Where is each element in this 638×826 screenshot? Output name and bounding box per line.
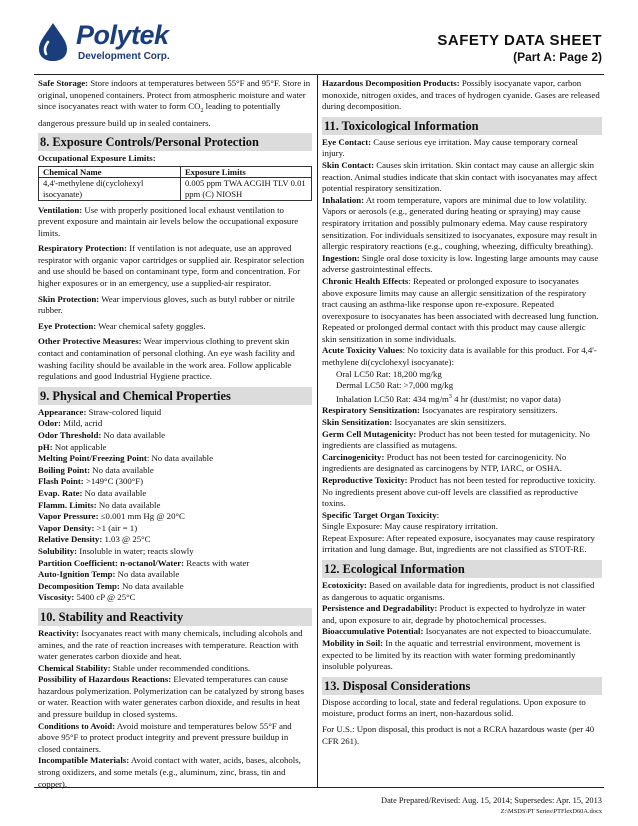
list-item — [38, 581, 312, 593]
list-item — [38, 511, 312, 523]
properties-list — [38, 407, 312, 604]
item-label: Germ Cell Mutagenicity: — [322, 428, 417, 439]
table-cell-chemical: 4,4'-methylene di(cyclohexyl isocyanate) — [39, 178, 181, 200]
page-footer — [381, 795, 602, 817]
file-path: Z:\MSDS\PT Series\PTFlexD60A.docx — [500, 808, 602, 815]
tox-inhalation — [322, 392, 602, 406]
list-item — [38, 418, 312, 430]
item-label: Eye Protection: — [38, 320, 97, 331]
skin-contact — [322, 160, 602, 195]
safe-storage-text: Store indoors at temperatures between 55°F and 95°F. Store in original, unopened containers. Protect from atmospheric moisture and water since isocyanates react with water to form CO — [38, 78, 311, 112]
column-header-chemical: Chemical Name — [39, 166, 181, 178]
eye-protection — [38, 321, 312, 333]
tox-inhalation-text: Inhalation LC50 Rat: 434 mg/m — [336, 393, 449, 404]
item-text: Based on available data for ingredients, product is not classified as dangerous to aquatic organisms. — [322, 580, 595, 602]
item-label: Boiling Point: — [38, 464, 91, 475]
list-item — [38, 488, 312, 500]
item-text: Insoluble in water; reacts slowly — [77, 545, 194, 556]
item-label: Auto-Ignition Temp: — [38, 569, 116, 580]
item-label: Persistence and Degradability: — [322, 603, 438, 614]
item-text: : Repeated or prolonged exposure to isocyanates above exposure limits may cause an allergic sensitization of the respiratory tract causing an asthma-like response upon re-exposure. Repeated overexposure to isocyanates has been associated with decreased lung function. Repeated or prolonged dermal contact with this product may cause allergic skin sensitization in some individuals. — [322, 275, 599, 344]
item-label: Conditions to Avoid: — [38, 720, 116, 731]
item-text: If ventilation is not adequate, use an approved respirator with organic vapor cartridges or supplied air. Respirator selection and use should be based on contaminant type, form and concentration. For higher exposures or in an emergency, use a supplied-air respirator. — [38, 243, 305, 289]
stot-repeat: Repeat Exposure: After repeated exposure, isocyanates may cause respiratory irritation and lung damage. But, ingredients are not classified as STOT-RE. — [322, 532, 595, 555]
list-item — [38, 546, 312, 558]
reproductive-toxicity — [322, 475, 602, 510]
list-item — [38, 430, 312, 442]
item-label: Ecotoxicity: — [322, 580, 367, 591]
item-label: Ventilation: — [38, 204, 83, 215]
item-text: Product is expected to hydrolyze in water and, upon exposure to air, degrade by photochemical processes. — [322, 603, 586, 625]
list-item — [38, 558, 312, 570]
item-text: Wear impervious gloves, such as butyl rubber or nitrile rubber. — [38, 293, 295, 316]
document-part: (Part A: Page 2) — [513, 50, 602, 64]
item-text: Avoid contact with water, acids, bases, alcohols, strong oxidizers, and some metals (e.g., aluminum, zinc, brass, tin and copper). — [38, 755, 301, 789]
item-text: Stable under recommended conditions. — [110, 662, 251, 673]
item-text: Straw-colored liquid — [86, 406, 162, 417]
item-text: 1.03 @ 25°C — [102, 534, 151, 545]
safe-storage — [38, 78, 312, 129]
disposal-paragraph-2: For U.S.: Upon disposal, this product is not a RCRA hazardous waste (per 40 CFR 261). — [322, 724, 595, 746]
item-label: Flamm. Limits: — [38, 499, 97, 510]
page-header — [36, 20, 606, 72]
item-label: Appearance: — [38, 406, 87, 417]
item-label: Inhalation: — [322, 194, 365, 205]
item-text: Causes skin irritation. Skin contact may cause an allergic skin reaction. Animal studies indicate that skin contact with isocyanates may affect potential respiratory sensitization. — [322, 159, 598, 194]
safe-storage-tail: leading to potentially dangerous pressure build up in sealed containers. — [38, 101, 281, 128]
safe-storage-label: Safe Storage: — [38, 78, 89, 88]
item-text: In the aquatic and terrestrial environment, movement is expected to be limited by its reaction with water forming predominantly insoluble polyureas. — [322, 638, 581, 672]
item-text: Isocyanates react with many chemicals, including alcohols and amines, and the rate of reaction increases with temperature. Reaction with water generates carbon dioxide and heat. — [38, 627, 303, 662]
logo-subtitle: Development Corp. — [78, 51, 170, 62]
item-label: Melting Point/Freezing Point — [38, 453, 147, 464]
item-label: Hazardous Decomposition Products: — [322, 78, 460, 88]
item-label: Reactivity: — [38, 627, 80, 638]
section-12-heading: 12. Ecological Information — [322, 560, 602, 578]
item-label: Vapor Density: — [38, 522, 95, 533]
item-label: Incompatible Materials: — [38, 755, 130, 766]
item-label: Specific Target Organ Toxicity — [322, 509, 437, 520]
column-header-limits: Exposure Limits — [180, 166, 311, 178]
hazardous-decomposition — [322, 78, 602, 113]
item-text: Not applicable — [52, 441, 107, 452]
inhalation — [322, 195, 602, 253]
co2-subscript: 2 — [200, 107, 204, 114]
item-text: Isocyanates are not expected to bioaccumulate. — [423, 626, 592, 637]
item-text: Use with properly positioned local exhaust ventilation to prevent exposure and maintain air levels below the occupational exposure limits. — [38, 204, 299, 238]
item-text: No data available — [90, 464, 154, 475]
item-label: Eye Contact: — [322, 136, 372, 147]
item-label: Reproductive Toxicity: — [322, 474, 408, 485]
list-item — [38, 407, 312, 419]
germ-cell-mutagenicity — [322, 429, 602, 452]
bioaccumulative-potential — [322, 626, 602, 638]
stot-single: Single Exposure: May cause respiratory irritation. — [322, 521, 498, 532]
conditions-to-avoid — [38, 721, 312, 756]
respiratory-protection — [38, 243, 312, 289]
section-13-heading: 13. Disposal Considerations — [322, 677, 602, 695]
item-label: Vapor Pressure: — [38, 511, 99, 522]
item-text: Wear chemical safety goggles. — [96, 320, 206, 331]
logo-wordmark: Polytek — [76, 20, 169, 50]
item-label: Viscosity: — [38, 592, 75, 603]
acute-toxicity-values — [322, 345, 602, 368]
reactivity — [38, 628, 312, 663]
item-text: No data available — [96, 499, 161, 510]
list-item — [38, 453, 312, 465]
item-text: 5400 cP @ 25°C — [74, 592, 136, 603]
section-8-heading: 8. Exposure Controls/Personal Protection — [38, 133, 312, 151]
list-item — [38, 465, 312, 477]
carcinogenicity — [322, 452, 602, 475]
item-text: >1 (air = 1) — [94, 522, 138, 533]
item-text: : No data available — [146, 453, 214, 464]
skin-protection — [38, 294, 312, 317]
item-text: Reacts with water — [184, 557, 250, 568]
item-text: No data available — [82, 487, 147, 498]
item-label: Respiratory Protection: — [38, 243, 127, 254]
item-label: Evap. Rate: — [38, 487, 83, 498]
item-label: Other Protective Measures: — [38, 336, 142, 347]
tox-dermal: Dermal LC50 Rat: >7,000 mg/kg — [336, 380, 454, 391]
list-item — [38, 500, 312, 512]
item-text: No data available — [115, 569, 180, 580]
section-9-heading: 9. Physical and Chemical Properties — [38, 387, 312, 405]
item-text: No data available — [119, 580, 184, 591]
chronic-health-effects — [322, 276, 602, 346]
item-text: Product has not been tested for carcinogenicity. No ingredients are designated as carcinogens by NTP, IARC, or OSHA. — [322, 451, 567, 474]
item-label: Partition Coefficient: n-octanol/Water: — [38, 557, 185, 568]
incompatible-materials — [38, 755, 312, 790]
left-column — [38, 78, 312, 790]
list-item — [38, 569, 312, 581]
droplet-logo-icon — [36, 22, 70, 62]
eye-contact — [322, 137, 602, 160]
column-divider — [317, 74, 318, 788]
item-label: Relative Density: — [38, 534, 103, 545]
respiratory-sensitization — [322, 405, 602, 417]
item-text: Single oral dose toxicity is low. Ingesting large amounts may cause adverse gastrointestinal effects. — [322, 252, 599, 275]
item-text: Isocyanates are respiratory sensitizers. — [419, 405, 558, 416]
right-column — [322, 78, 602, 751]
item-text: Isocyanates are skin sensitizers. — [392, 416, 507, 427]
list-item — [38, 476, 312, 488]
exposure-limits-table — [38, 166, 312, 201]
item-colon: : — [436, 509, 440, 520]
ecotoxicity — [322, 580, 602, 603]
item-label: Decomposition Temp: — [38, 580, 120, 591]
item-text: : No toxicity data is available for this product. For 4,4'-methylene di(cyclohexyl isocyanate): — [322, 345, 597, 368]
section-11-heading: 11. Toxicological Information — [322, 117, 602, 135]
section-10-heading: 10. Stability and Reactivity — [38, 608, 312, 626]
hazardous-reactions — [38, 674, 312, 720]
item-label: Respiratory Sensitization: — [322, 405, 420, 416]
item-label: Chemical Stability: — [38, 662, 111, 673]
item-label: Odor: — [38, 418, 61, 429]
company-logo — [36, 20, 236, 70]
table-header-row — [39, 166, 312, 178]
item-text: Cause serious eye irritation. May cause temporary corneal injury. — [322, 136, 579, 159]
item-label: Skin Protection: — [38, 293, 100, 304]
persistence-degradability — [322, 603, 602, 626]
item-label: Odor Threshold: — [38, 430, 102, 440]
item-label: Acute Toxicity Values — [322, 345, 403, 356]
skin-sensitization — [322, 417, 602, 429]
item-label: Chronic Health Effects — [322, 275, 409, 286]
revision-dates: Date Prepared/Revised: Aug. 15, 2014; Supersedes: Apr. 15, 2013 — [381, 796, 602, 805]
tox-inhalation-tail: 4 hr (dust/mist; no vapor data) — [451, 393, 561, 404]
item-label: Carcinogenicity: — [322, 451, 385, 462]
item-label: Solubility: — [38, 545, 78, 556]
cubic-superscript: 3 — [448, 393, 452, 400]
item-text: Avoid moisture and temperatures below 55°F and above 95°F to protect product integrity and prevent pressure buildup in closed containers. — [38, 720, 292, 754]
item-text: Wear impervious clothing to prevent skin contact and contamination of personal clothing. An eye wash facility and washing facility should be available in the work area. Follow applicable regulations and good Industrial Hygiene practice. — [38, 336, 295, 382]
item-label: Skin Sensitization: — [322, 416, 393, 427]
item-text: Possibly isocyanate vapor, carbon monoxide, nitrogen oxides, and traces of hydrogen cyanide. Gases are released during decomposition. — [322, 78, 600, 112]
item-text: Elevated temperatures can cause hazardous polymerization. Polymerization can be catalyzed by strong bases or water. Reaction with water generates carbon dioxide, and results in heat and pressure buildup in closed systems. — [38, 674, 305, 720]
exposure-limits-label: Occupational Exposure Limits: — [38, 153, 156, 164]
item-text: Mild, acrid — [60, 418, 103, 429]
item-text: Product has not been tested for reproductive toxicity. No ingredients present above cut-off levels are classified as reproductive toxins. — [322, 474, 596, 509]
item-text: No data available — [101, 430, 166, 440]
table-row — [39, 178, 312, 200]
item-text: At room temperature, vapors are minimal due to low volatility. Vapors or aerosols (e.g., generated during heating or spraying) may cause respiratory irritation and possibly pulmonary edema. May cause respiratory sensitization. For individuals sensitized to isocyanates, exposure may result in allergic respiratory reactions (e.g., coughing, wheezing, difficulty breathing). — [322, 194, 597, 252]
list-item — [38, 442, 312, 454]
other-protective-measures — [38, 336, 312, 382]
chemical-stability — [38, 663, 312, 675]
item-label: Possibility of Hazardous Reactions: — [38, 674, 172, 685]
item-label: Flash Point: — [38, 476, 84, 487]
item-label: pH: — [38, 441, 53, 452]
ventilation — [38, 205, 312, 240]
list-item — [38, 523, 312, 535]
ingestion — [322, 253, 602, 276]
mobility-in-soil — [322, 638, 602, 673]
table-cell-limits: 0.005 ppm TWA ACGIH TLV 0.01 ppm (C) NIOSH — [180, 178, 311, 200]
item-text: Product has not been tested for mutagenicity. No ingredients are classified as mutagens. — [322, 428, 590, 451]
stot-heading — [322, 510, 602, 522]
list-item — [38, 592, 312, 604]
item-label: Ingestion: — [322, 252, 360, 263]
disposal-paragraph-1: Dispose according to local, state and federal regulations. Upon exposure to moisture, product forms an inert, non-hazardous solid. — [322, 696, 586, 719]
item-text: ≤0.001 mm Hg @ 20°C — [98, 511, 185, 522]
list-item — [38, 534, 312, 546]
item-text: >149°C (300°F) — [83, 476, 144, 487]
tox-oral: Oral LC50 Rat: 18,200 mg/kg — [336, 368, 442, 379]
item-label: Bioaccumulative Potential: — [322, 626, 424, 637]
document-title: SAFETY DATA SHEET — [437, 32, 602, 49]
item-label: Mobility in Soil: — [322, 638, 384, 649]
item-label: Skin Contact: — [322, 159, 375, 170]
